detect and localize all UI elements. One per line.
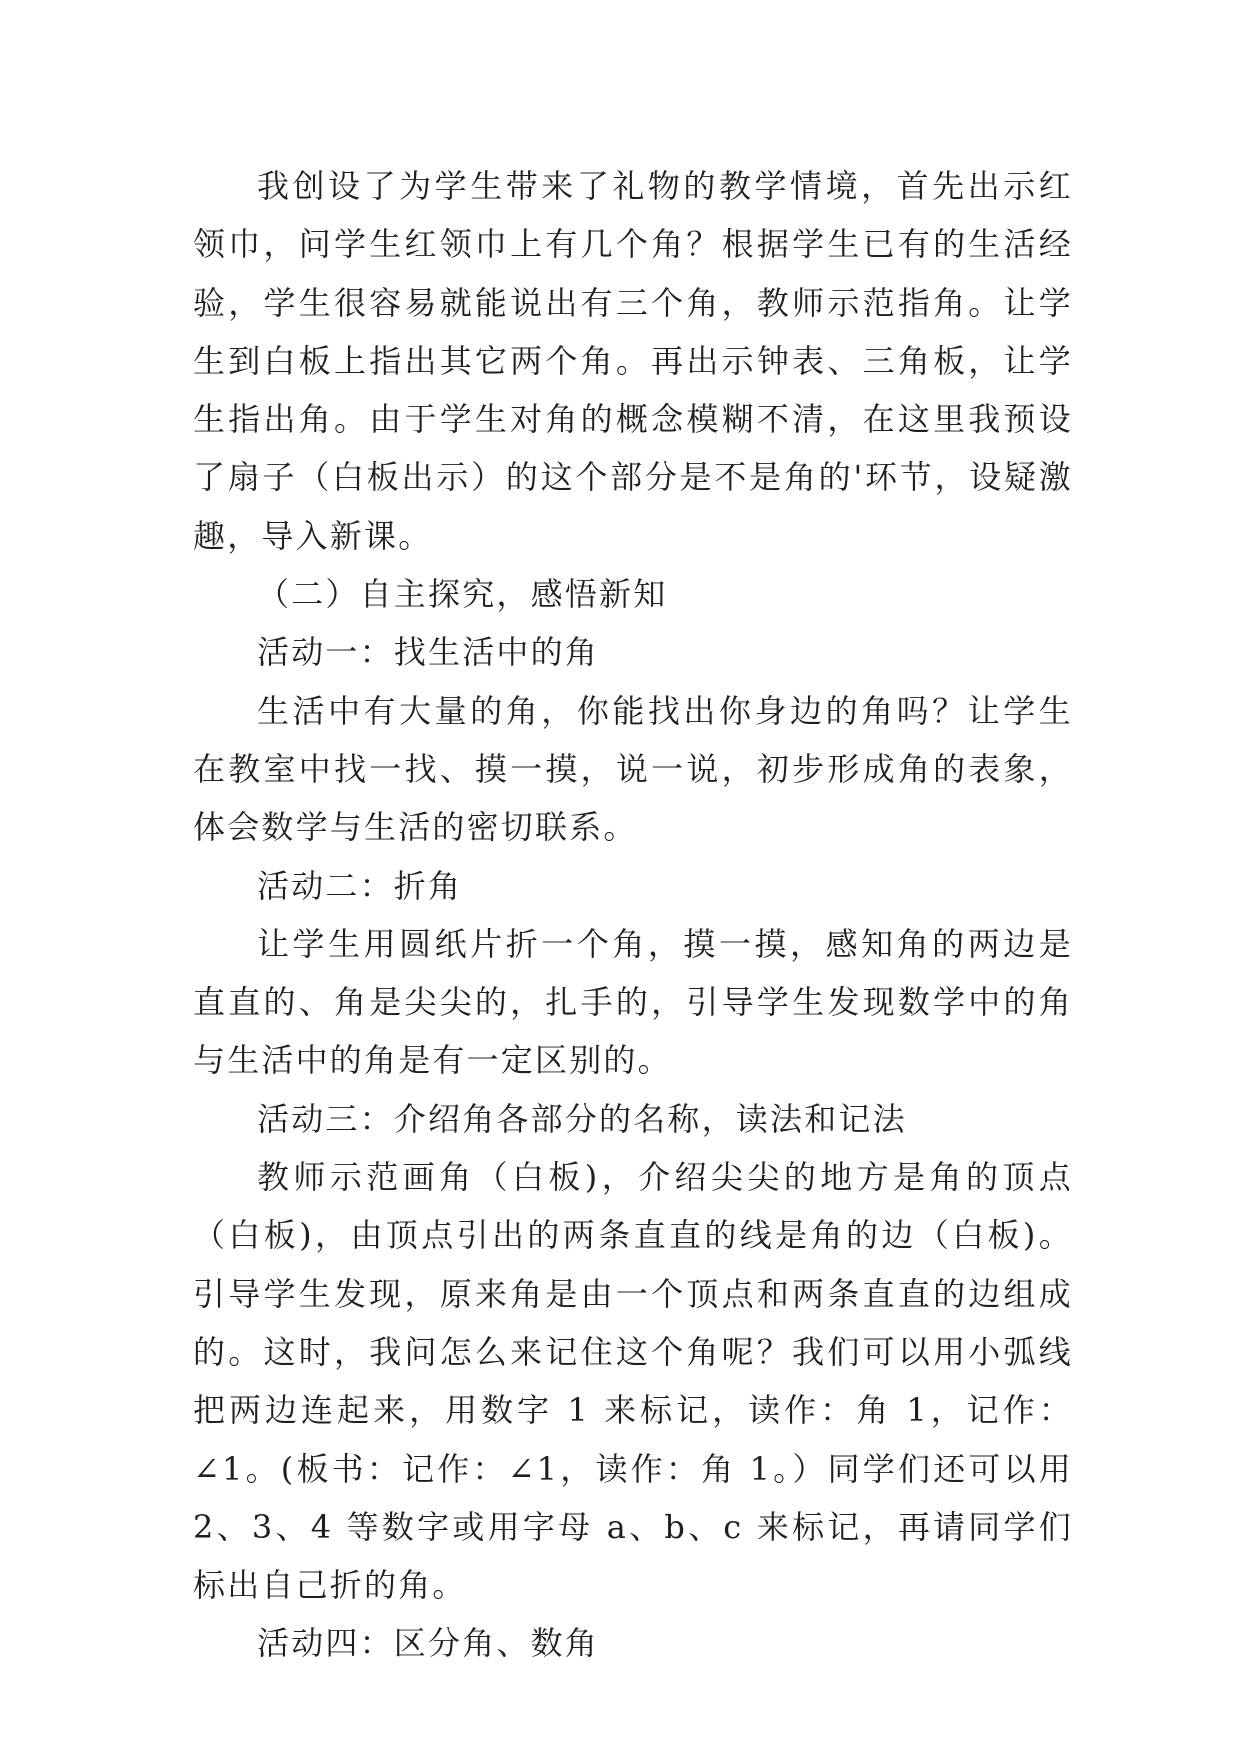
activity-two-heading: 活动二：折角 (257, 866, 463, 905)
activity-one-heading: 活动一：找生活中的角 (257, 633, 600, 672)
activity-three-paragraph: 教师示范画角（白板)，介绍尖尖的地方是角的顶点（白板)，由顶点引出的两条直直的线是角的边（白板)。引导学生发现，原来角是由一个顶点和两条直直的边组成的。这时，我问怎么来记住这个角呢？我们可以用小弧线把两边连起来，用数字 1 来标记，读作：角 1，记作：∠1。(板书：记作：∠1，读作：角 1。）同学们还可以用 2、3、4 等数字或用字母 a、b、c 来标记，再请同学们标出自己折的角。 (193, 1158, 1073, 1605)
document-body (193, 157, 1073, 1673)
activity-two-paragraph: 让学生用圆纸片折一个角，摸一摸，感知角的两边是直直的、角是尖尖的，扎手的，引导学生发现数学中的角与生活中的角是有一定区别的。 (193, 924, 1073, 1080)
activity-one-paragraph: 生活中有大量的角，你能找出你身边的角吗？让学生在教室中找一找、摸一摸，说一说，初步形成角的表象，体会数学与生活的密切联系。 (193, 691, 1073, 847)
activity-four-heading: 活动四：区分角、数角 (257, 1624, 600, 1663)
section-heading-explore: （二）自主探究，感悟新知 (257, 575, 668, 614)
intro-paragraph: 我创设了为学生带来了礼物的教学情境，首先出示红领巾，问学生红领巾上有几个角？根据学生已有的生活经验，学生很容易就能说出有三个角，教师示范指角。让学生到白板上指出其它两个角。再出示钟表、三角板，让学生指出角。由于学生对角的概念模糊不清，在这里我预设了扇子（白板出示）的这个部分是不是角的'环节，设疑激趣，导入新课。 (193, 167, 1073, 555)
activity-three-heading: 活动三：介绍角各部分的名称，读法和记法 (257, 1099, 907, 1138)
